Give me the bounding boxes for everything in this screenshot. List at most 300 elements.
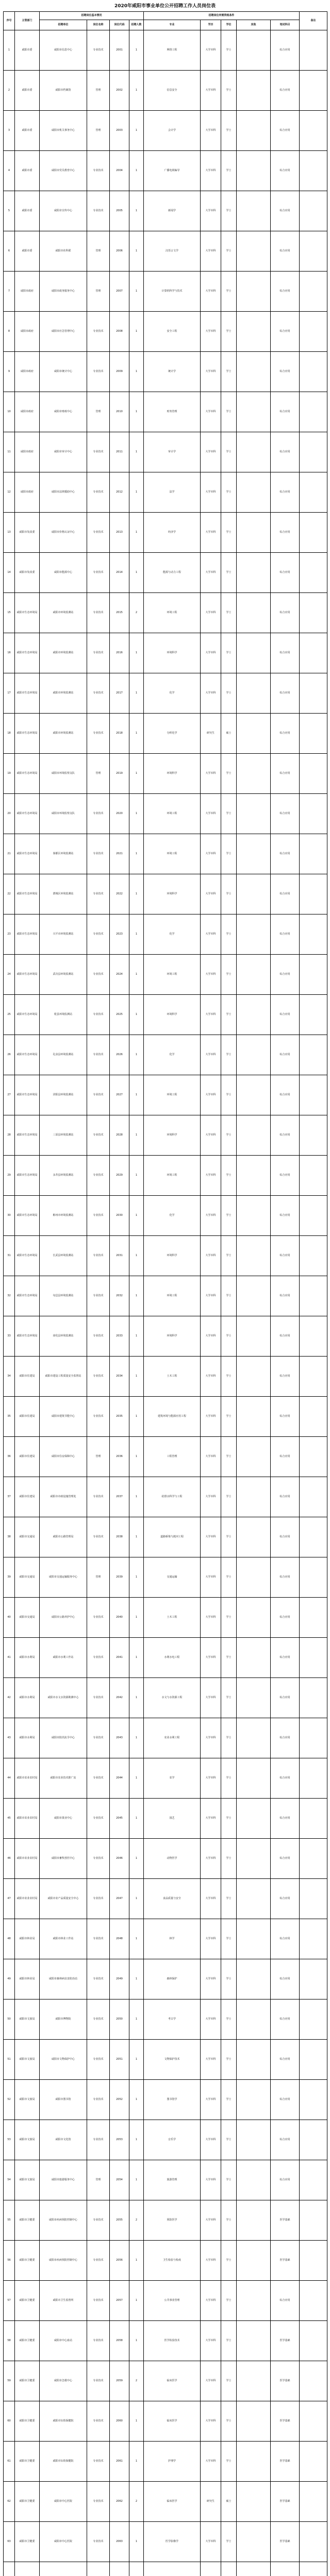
cell-edu: 学士: [221, 1276, 237, 1316]
cell-other: [237, 513, 271, 553]
cell-edu: 学士: [221, 1236, 237, 1276]
cell-exam: 综合应用: [271, 754, 300, 794]
cell-edu: 学士: [221, 1718, 237, 1758]
cell-count: 1: [129, 754, 144, 794]
cell-major: 会计学: [144, 111, 201, 151]
cell-other: [237, 432, 271, 472]
cell-post: 专业技术: [87, 995, 110, 1035]
cell-post: 管理: [87, 71, 110, 111]
cell-major: 计算机科学与技术: [144, 272, 201, 312]
cell-code: 2008: [110, 312, 129, 352]
cell-other: [237, 1999, 271, 2040]
cell-no: 51: [4, 2040, 15, 2080]
cell-post: 专业技术: [87, 1316, 110, 1357]
table-row: [4, 2522, 327, 2562]
cell-unit: 咸阳市农产品质量安全中心: [40, 1879, 87, 1919]
cell-other: [237, 1557, 271, 1598]
cell-exam: 综合应用: [271, 1035, 300, 1075]
cell-other: [237, 1276, 271, 1316]
cell-exam: 综合应用: [271, 1196, 300, 1236]
cell-count: 1: [129, 272, 144, 312]
cell-code: 2049: [110, 1959, 129, 1999]
table-row: [4, 30, 327, 71]
table-row: [4, 2442, 327, 2482]
cell-count: 1: [129, 1517, 144, 1557]
cell-major: 能源与动力工程: [144, 553, 201, 593]
cell-dept: 咸阳市农业农村局: [15, 1758, 40, 1799]
cell-count: 1: [129, 914, 144, 955]
cell-degree: 大学本科: [201, 553, 221, 593]
cell-remark: [300, 1718, 327, 1758]
table-row: [4, 1758, 327, 1799]
cell-dept: [15, 2562, 40, 2576]
cell-degree: 大学本科: [201, 593, 221, 633]
cell-count: 2: [129, 2482, 144, 2522]
cell-other: [237, 1879, 271, 1919]
cell-major: 临床医学: [144, 2482, 201, 2522]
cell-no: 34: [4, 1357, 15, 1397]
cell-remark: [300, 754, 327, 794]
cell-unit: 咸阳市档案馆: [40, 71, 87, 111]
cell-major: 森林保护: [144, 1959, 201, 1999]
cell-dept: 咸阳市农业农村局: [15, 1879, 40, 1919]
table-row: [4, 1959, 327, 1999]
cell-post: 专业技术: [87, 1678, 110, 1718]
cell-exam: 综合应用: [271, 151, 300, 191]
cell-no: 47: [4, 1879, 15, 1919]
cell-code: 2017: [110, 673, 129, 714]
cell-remark: [300, 1437, 327, 1477]
cell-exam: 综合应用: [271, 1477, 300, 1517]
cell-exam: 综合应用: [271, 272, 300, 312]
cell-exam: 综合应用: [271, 553, 300, 593]
cell-exam: 综合应用: [271, 1718, 300, 1758]
cell-major: 化学: [144, 673, 201, 714]
table-row: [4, 714, 327, 754]
cell-unit: 咸阳市林业工作站: [40, 1919, 87, 1959]
header-degree: 学历: [201, 20, 221, 30]
cell-count: 1: [129, 633, 144, 673]
cell-no: 2: [4, 71, 15, 111]
cell-code: 2062: [110, 2482, 129, 2522]
cell-degree: 大学本科: [201, 2080, 221, 2120]
cell-degree: 大学本科: [201, 2522, 221, 2562]
cell-edu: 学士: [221, 1758, 237, 1799]
cell-degree: 大学本科: [201, 432, 221, 472]
cell-count: 1: [129, 1839, 144, 1879]
cell-dept: 咸阳市水利局: [15, 1718, 40, 1758]
cell-other: [237, 111, 271, 151]
cell-code: 2013: [110, 513, 129, 553]
cell-major: 环境工程: [144, 593, 201, 633]
cell-major: 广播电视编导: [144, 151, 201, 191]
cell-code: 2012: [110, 472, 129, 513]
cell-code: 2021: [110, 834, 129, 874]
cell-remark: [300, 352, 327, 392]
cell-unit: 咸阳市中心医院: [40, 2522, 87, 2562]
cell-other: [237, 1959, 271, 1999]
cell-remark: [300, 191, 327, 231]
cell-remark: [300, 1678, 327, 1718]
cell-unit: 咸阳市建设工程质量安全监督站: [40, 1357, 87, 1397]
cell-exam: 综合应用: [271, 1397, 300, 1437]
cell-edu: 学士: [221, 151, 237, 191]
table-row: [4, 1557, 327, 1598]
cell-exam: 综合应用: [271, 1517, 300, 1557]
cell-dept: 咸阳市生态环境局: [15, 673, 40, 714]
cell-code: 2057: [110, 2281, 129, 2321]
cell-other: [237, 2040, 271, 2080]
cell-remark: [300, 874, 327, 914]
cell-major: 旅游管理: [144, 2160, 201, 2200]
cell-code: 2031: [110, 1236, 129, 1276]
cell-remark: [300, 1075, 327, 1115]
cell-dept: 咸阳市交通局: [15, 1517, 40, 1557]
cell-exam: 综合应用: [271, 1075, 300, 1115]
cell-major: 化学: [144, 914, 201, 955]
cell-other: [237, 593, 271, 633]
cell-degree: [201, 2562, 221, 2576]
cell-remark: [300, 2482, 327, 2522]
cell-remark: [300, 1397, 327, 1437]
cell-remark: [300, 2160, 327, 2200]
cell-dept: 咸阳市委: [15, 231, 40, 272]
cell-other: [237, 874, 271, 914]
cell-post: 专业技术: [87, 1879, 110, 1919]
cell-count: 1: [129, 1638, 144, 1678]
cell-post: 管理: [87, 111, 110, 151]
cell-remark: [300, 2241, 327, 2281]
cell-remark: [300, 30, 327, 71]
table-row: [4, 1236, 327, 1276]
cell-unit: 咸阳市环境监测站: [40, 673, 87, 714]
cell-post: 专业技术: [87, 2401, 110, 2442]
cell-other: [237, 1196, 271, 1236]
cell-unit: 咸阳市水文水资源勘测中心: [40, 1678, 87, 1718]
cell-no: 33: [4, 1316, 15, 1357]
cell-remark: [300, 553, 327, 593]
cell-dept: 咸阳市委: [15, 30, 40, 71]
table-row: [4, 1638, 327, 1678]
cell-no: 17: [4, 673, 15, 714]
cell-count: 1: [129, 1959, 144, 1999]
cell-edu: 学士: [221, 593, 237, 633]
header-major: 专业: [144, 20, 201, 30]
cell-count: 2: [129, 2361, 144, 2401]
cell-post: 管理: [87, 754, 110, 794]
cell-code: 2025: [110, 995, 129, 1035]
cell-edu: 学士: [221, 472, 237, 513]
cell-code: 2055: [110, 2200, 129, 2241]
cell-degree: 大学本科: [201, 914, 221, 955]
cell-code: 2044: [110, 1758, 129, 1799]
cell-edu: 学士: [221, 914, 237, 955]
cell-remark: [300, 914, 327, 955]
cell-no: 19: [4, 754, 15, 794]
cell-code: 2051: [110, 2040, 129, 2080]
cell-major: 水文与水资源工程: [144, 1678, 201, 1718]
cell-dept: 咸阳市生态环境局: [15, 955, 40, 995]
cell-no: 55: [4, 2200, 15, 2241]
cell-count: 1: [129, 2522, 144, 2562]
cell-dept: 咸阳市生态环境局: [15, 1035, 40, 1075]
cell-post: 专业技术: [87, 2361, 110, 2401]
cell-remark: [300, 1477, 327, 1517]
cell-count: 1: [129, 2401, 144, 2442]
cell-no: 49: [4, 1959, 15, 1999]
cell-code: 2060: [110, 2401, 129, 2442]
cell-post: 专业技术: [87, 191, 110, 231]
cell-remark: [300, 2040, 327, 2080]
header-req-group: 招聘岗位所需资格条件: [144, 12, 300, 20]
cell-code: 2026: [110, 1035, 129, 1075]
cell-unit: 咸阳市建筑节能中心: [40, 1397, 87, 1437]
cell-edu: 学士: [221, 2241, 237, 2281]
cell-unit: 咸阳市环境监察支队: [40, 794, 87, 834]
cell-remark: [300, 111, 327, 151]
cell-edu: 学士: [221, 30, 237, 71]
cell-no: 14: [4, 553, 15, 593]
cell-no: 50: [4, 1999, 15, 2040]
table-row: [4, 955, 327, 995]
cell-edu: 学士: [221, 1035, 237, 1075]
cell-exam: 综合应用: [271, 955, 300, 995]
cell-edu: 学士: [221, 633, 237, 673]
cell-edu: 学士: [221, 272, 237, 312]
cell-remark: [300, 2522, 327, 2562]
table-row: [4, 794, 327, 834]
cell-other: [237, 312, 271, 352]
cell-dept: 咸阳市文旅局: [15, 2040, 40, 2080]
cell-major: 环境工程: [144, 955, 201, 995]
cell-other: [237, 914, 271, 955]
cell-post: 专业技术: [87, 1839, 110, 1879]
cell-edu: 学士: [221, 794, 237, 834]
cell-other: [237, 1115, 271, 1156]
cell-remark: [300, 834, 327, 874]
cell-major: 环境科学: [144, 1236, 201, 1276]
cell-major: 文物保护技术: [144, 2040, 201, 2080]
cell-unit: 咸阳市能源中心: [40, 553, 87, 593]
cell-unit: 淳化县环境监测站: [40, 1316, 87, 1357]
cell-code: 2032: [110, 1276, 129, 1316]
cell-edu: 学士: [221, 1799, 237, 1839]
cell-edu: 学士: [221, 1075, 237, 1115]
cell-unit: 礼泉县环境监测站: [40, 1035, 87, 1075]
cell-degree: 大学本科: [201, 1196, 221, 1236]
cell-dept: 咸阳市卫健委: [15, 2401, 40, 2442]
cell-unit: 咸阳市防汛抗旱中心: [40, 1718, 87, 1758]
cell-degree: 大学本科: [201, 1477, 221, 1517]
cell-degree: 大学本科: [201, 673, 221, 714]
cell-post: 专业技术: [87, 1035, 110, 1075]
cell-major: 预防医学: [144, 2200, 201, 2241]
cell-unit: 三原县环境监测站: [40, 1115, 87, 1156]
cell-major: 环境工程: [144, 834, 201, 874]
cell-exam: 综合应用: [271, 995, 300, 1035]
cell-major: 环境科学: [144, 874, 201, 914]
cell-count: 1: [129, 1598, 144, 1638]
cell-major: 审计学: [144, 432, 201, 472]
cell-major: 公共事业管理: [144, 2281, 201, 2321]
table-row: [4, 392, 327, 432]
cell-degree: 大学本科: [201, 2361, 221, 2401]
cell-count: 1: [129, 995, 144, 1035]
cell-other: [237, 2482, 271, 2522]
cell-dept: 咸阳市生态环境局: [15, 995, 40, 1035]
cell-other: [237, 1678, 271, 1718]
cell-exam: 综合应用: [271, 633, 300, 673]
cell-edu: 学士: [221, 2120, 237, 2160]
cell-exam: 医学基础: [271, 2361, 300, 2401]
cell-major: 临床医学: [144, 2401, 201, 2442]
cell-other: [237, 472, 271, 513]
cell-other: [237, 2401, 271, 2442]
cell-dept: 咸阳市生态环境局: [15, 714, 40, 754]
table-row: [4, 593, 327, 633]
cell-code: 2034: [110, 1357, 129, 1397]
cell-remark: [300, 2562, 327, 2576]
cell-major: 环境工程: [144, 794, 201, 834]
cell-count: 1: [129, 1236, 144, 1276]
cell-major: 法学: [144, 472, 201, 513]
cell-exam: 医学基础: [271, 2241, 300, 2281]
cell-count: 1: [129, 794, 144, 834]
cell-degree: 研究生: [201, 714, 221, 754]
cell-degree: 大学本科: [201, 1758, 221, 1799]
cell-major: 分析化学: [144, 714, 201, 754]
cell-major: 建筑环境与能源应用工程: [144, 1397, 201, 1437]
cell-unit: 咸阳市应急管理中心: [40, 312, 87, 352]
cell-degree: 大学本科: [201, 1357, 221, 1397]
cell-code: 2006: [110, 231, 129, 272]
cell-code: 2061: [110, 2442, 129, 2482]
cell-exam: 综合应用: [271, 1316, 300, 1357]
cell-unit: 咸阳市博物院: [40, 1999, 87, 2040]
cell-post: 专业技术: [87, 1115, 110, 1156]
table-row: [4, 914, 327, 955]
cell-code: 2045: [110, 1799, 129, 1839]
cell-major: 医学影像学: [144, 2522, 201, 2562]
cell-dept: 咸阳市委: [15, 111, 40, 151]
table-row: [4, 874, 327, 914]
cell-edu: 学士: [221, 1397, 237, 1437]
cell-degree: 大学本科: [201, 1035, 221, 1075]
cell-edu: 学士: [221, 2442, 237, 2482]
cell-exam: 综合应用: [271, 1799, 300, 1839]
cell-code: 2042: [110, 1678, 129, 1718]
cell-post: 专业技术: [87, 2120, 110, 2160]
cell-no: 25: [4, 995, 15, 1035]
cell-code: 2037: [110, 1477, 129, 1517]
cell-code: 2038: [110, 1517, 129, 1557]
table-row: [4, 1397, 327, 1437]
cell-degree: 大学本科: [201, 151, 221, 191]
cell-exam: 综合应用: [271, 30, 300, 71]
cell-exam: 综合应用: [271, 673, 300, 714]
cell-post: 专业技术: [87, 472, 110, 513]
cell-dept: 咸阳市交通局: [15, 1557, 40, 1598]
cell-remark: [300, 432, 327, 472]
cell-post: 专业技术: [87, 673, 110, 714]
cell-unit: 长武县环境监测站: [40, 1236, 87, 1276]
cell-edu: 学士: [221, 1115, 237, 1156]
cell-other: [237, 995, 271, 1035]
cell-post: 专业技术: [87, 2241, 110, 2281]
cell-unit: 彬州市环境监测站: [40, 1196, 87, 1236]
cell-code: 2019: [110, 754, 129, 794]
cell-major: 环境科学: [144, 1115, 201, 1156]
cell-exam: 综合应用: [271, 1156, 300, 1196]
cell-edu: 学士: [221, 754, 237, 794]
cell-exam: 综合应用: [271, 1879, 300, 1919]
cell-major: 环境科学: [144, 1316, 201, 1357]
table-row: [4, 432, 327, 472]
cell-edu: [221, 2562, 237, 2576]
cell-dept: 咸阳市水利局: [15, 1678, 40, 1718]
cell-exam: 综合应用: [271, 1919, 300, 1959]
cell-count: 1: [129, 1799, 144, 1839]
cell-unit: 乾县环境监测站: [40, 995, 87, 1035]
cell-exam: 综合应用: [271, 1598, 300, 1638]
cell-count: 1: [129, 1999, 144, 2040]
cell-exam: 综合应用: [271, 1236, 300, 1276]
cell-no: 13: [4, 513, 15, 553]
cell-major: 化学: [144, 1035, 201, 1075]
cell-major: 环境工程: [144, 1075, 201, 1115]
cell-dept: 咸阳市住建局: [15, 1397, 40, 1437]
cell-edu: 学士: [221, 1437, 237, 1477]
cell-major: 汉语言文学: [144, 231, 201, 272]
table-row: [4, 352, 327, 392]
table-row: [4, 1919, 327, 1959]
cell-remark: [300, 71, 327, 111]
cell-no: 60: [4, 2401, 15, 2442]
cell-remark: [300, 1839, 327, 1879]
cell-remark: [300, 1156, 327, 1196]
cell-dept: 咸阳市林业局: [15, 1959, 40, 1999]
cell-dept: 咸阳市政府: [15, 432, 40, 472]
cell-post: 专业技术: [87, 955, 110, 995]
cell-remark: [300, 1999, 327, 2040]
cell-exam: 综合应用: [271, 834, 300, 874]
cell-edu: 学士: [221, 111, 237, 151]
cell-degree: 大学本科: [201, 2241, 221, 2281]
cell-post: 专业技术: [87, 1236, 110, 1276]
cell-edu: 学士: [221, 1316, 237, 1357]
cell-code: [110, 2562, 129, 2576]
cell-count: 1: [129, 2241, 144, 2281]
cell-post: 专业技术: [87, 30, 110, 71]
cell-other: [237, 71, 271, 111]
cell-major: 网络工程: [144, 30, 201, 71]
header-unit-name: 招聘单位: [40, 20, 87, 30]
cell-major: 工程管理: [144, 1437, 201, 1477]
cell-post: 专业技术: [87, 1276, 110, 1316]
cell-edu: 学士: [221, 834, 237, 874]
cell-dept: 咸阳市生态环境局: [15, 1115, 40, 1156]
cell-degree: 大学本科: [201, 1678, 221, 1718]
cell-unit: 咸阳市政务服务中心: [40, 272, 87, 312]
cell-no: 30: [4, 1196, 15, 1236]
table-row: [4, 1999, 327, 2040]
cell-major: 环境科学: [144, 995, 201, 1035]
cell-other: [237, 553, 271, 593]
cell-unit: 咸阳市审计中心: [40, 432, 87, 472]
cell-code: 2050: [110, 1999, 129, 2040]
cell-edu: 学士: [221, 995, 237, 1035]
cell-major: 图书馆学: [144, 2080, 201, 2120]
